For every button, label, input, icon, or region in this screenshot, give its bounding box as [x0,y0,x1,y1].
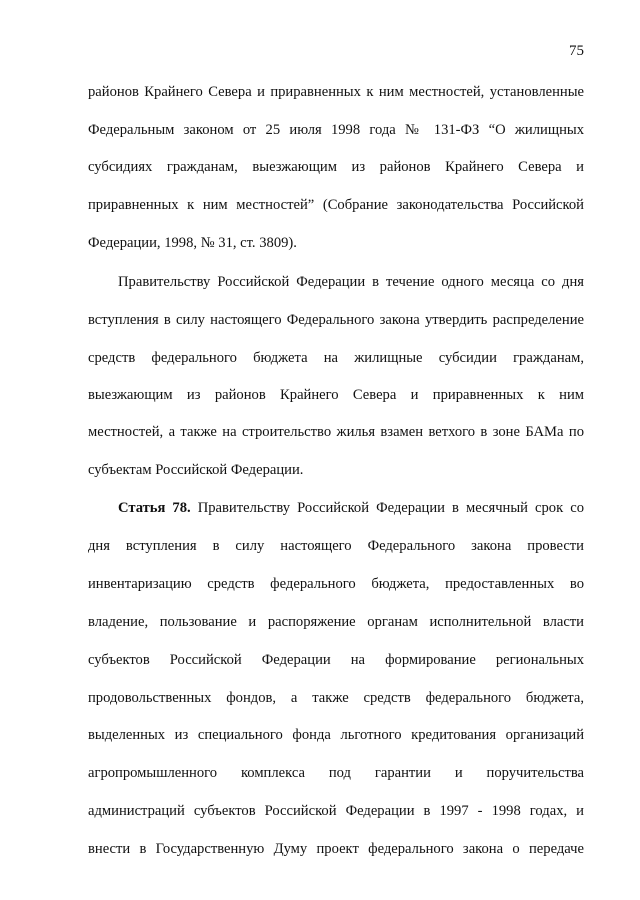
paragraph-1-line-5: Федерации, 1998, № 31, ст. 3809). [88,235,297,251]
paragraph-3-line-5: субъектов Российской Федерации на формирование региональных [88,652,584,668]
paragraph-3-line-8: агропромышленного комплекса под гарантии и поручительства [88,765,584,781]
paragraph-2-line-6: субъектам Российской Федерации. [88,462,304,478]
paragraph-3-line-2: дня вступления в силу настоящего Федерального закона провести [88,538,584,554]
paragraph-1-line-2: Федеральным законом от 25 июля 1998 года № 131-ФЗ “О жилищных [88,122,584,138]
paragraph-3-line-3: инвентаризацию средств федерального бюджета, предоставленных во [88,576,584,592]
article-first-line-text: Правительству Российской Федерации в месячный срок со [190,500,584,516]
paragraph-3-line-9: администраций субъектов Российской Федерации в 1997 - 1998 годах, и [88,803,584,819]
paragraph-3-line-10: внести в Государственную Думу проект федерального закона о передаче [88,841,584,857]
paragraph-2-line-3: средств федерального бюджета на жилищные субсидии гражданам, [88,350,584,366]
paragraph-2-line-1: Правительству Российской Федерации в течение одного месяца со дня [118,274,584,290]
page-number: 75 [569,43,584,59]
paragraph-2-line-5: местностей, а также на строительство жилья взамен ветхого в зоне БАМа по [88,424,584,440]
paragraph-2-line-2: вступления в силу настоящего Федерального закона утвердить распределение [88,312,584,328]
paragraph-1-line-1: районов Крайнего Севера и приравненных к ним местностей, установленные [88,84,584,100]
paragraph-1-line-4: приравненных к ним местностей” (Собрание законодательства Российской [88,197,584,213]
paragraph-1-line-3: субсидиях гражданам, выезжающим из районов Крайнего Севера и [88,159,584,175]
paragraph-2-line-4: выезжающим из районов Крайнего Севера и приравненных к ним [88,387,584,403]
article-78-first-line [118,498,584,518]
article-heading: Статья 78. [118,500,191,516]
paragraph-3-line-7: выделенных из специального фонда льготного кредитования организаций [88,727,584,743]
paragraph-3-line-4: владение, пользование и распоряжение органам исполнительной власти [88,614,584,630]
paragraph-3-line-6: продовольственных фондов, а также средств федерального бюджета, [88,690,584,706]
